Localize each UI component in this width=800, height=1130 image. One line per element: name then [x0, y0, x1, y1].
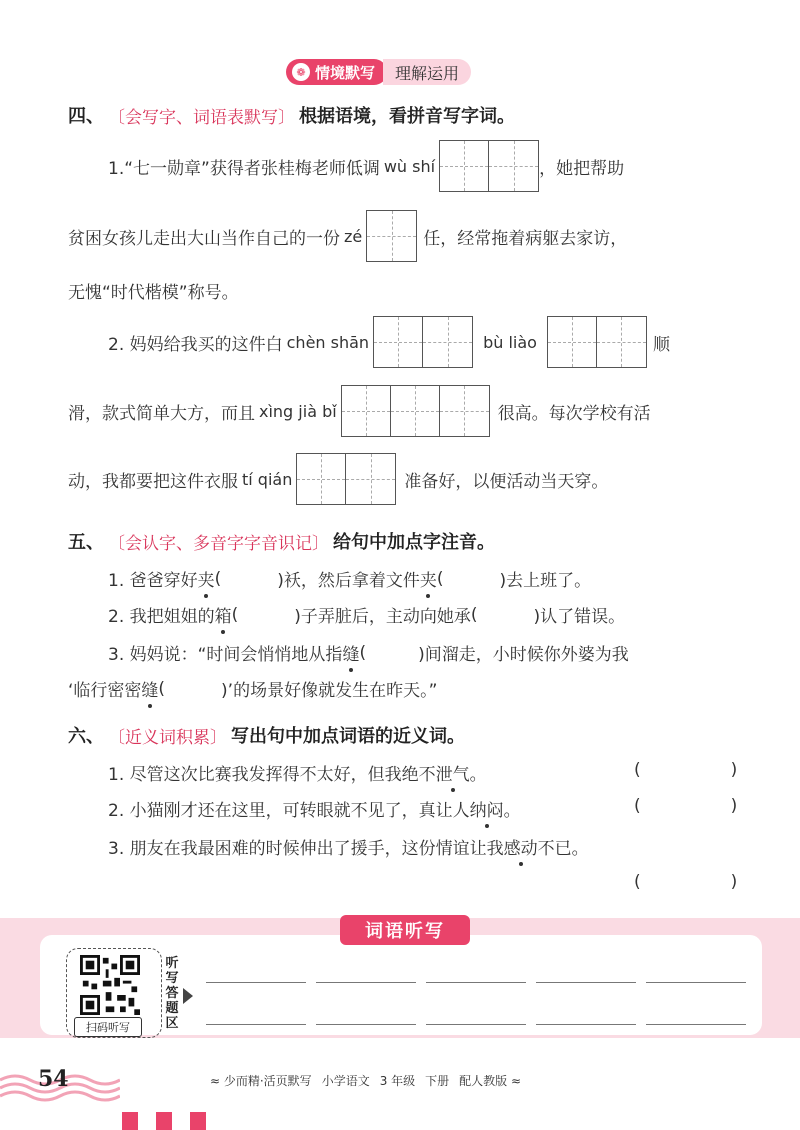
section-5-heading — [68, 528, 495, 554]
edge-marks — [122, 1112, 206, 1130]
q6-2-answer[interactable] — [634, 796, 737, 816]
write-line[interactable] — [536, 982, 636, 983]
text: )间溜走，小时候你外婆为我 — [418, 645, 629, 665]
q5-3-cont — [68, 676, 437, 701]
dictation-row-2 — [206, 1024, 746, 1025]
paren-open: ( — [214, 568, 222, 589]
writing-grid[interactable] — [366, 210, 417, 262]
tag-label: 情境默写 — [315, 63, 376, 82]
q6-1-answer[interactable] — [634, 760, 737, 780]
paren-close: ) — [730, 796, 738, 816]
scan-label: 扫码听写 — [74, 1017, 142, 1037]
q5-2 — [108, 602, 625, 627]
text: 3. 妈妈说：“时间会悄悄地从指 — [108, 645, 343, 665]
q6-3-answer[interactable] — [634, 872, 737, 892]
answer-area-label: 听写答题区 — [165, 956, 179, 1031]
section-6-heading — [68, 722, 465, 748]
text: 动，我都要把这件衣服 — [68, 471, 238, 492]
paren-open: ( — [231, 604, 239, 625]
paren-open: ( — [634, 796, 641, 816]
qr-code-icon[interactable] — [80, 955, 140, 1015]
q6-2 — [108, 796, 521, 821]
dotted-word: 纳闷 — [470, 796, 504, 821]
text: )去上班了。 — [499, 571, 592, 591]
write-line[interactable] — [316, 982, 416, 983]
memory-icon: ❁ — [292, 63, 310, 81]
paren-open: ( — [436, 568, 444, 589]
pinyin: zé — [344, 226, 363, 246]
text: 2. 我把姐姐的 — [108, 607, 215, 627]
write-line[interactable] — [206, 982, 306, 983]
text: 。 — [503, 801, 521, 821]
text: 2. 妈妈给我买的这件白 — [108, 334, 283, 355]
write-line[interactable] — [536, 1024, 636, 1025]
text: )认了错误。 — [533, 607, 626, 627]
write-line[interactable] — [646, 1024, 746, 1025]
dotted-char: 夹 — [198, 566, 215, 591]
dotted-word: 泄气 — [436, 760, 470, 785]
writing-grid[interactable] — [341, 385, 490, 437]
series-name: ≈ 少而精·活页默写 — [210, 1074, 312, 1088]
dotted-char: 夹 — [420, 566, 437, 591]
tag-pill — [286, 59, 387, 85]
dictation-row-1 — [206, 982, 746, 983]
section-4-heading — [68, 102, 515, 128]
section-category: 〔会认字、多音字字音识记〕 — [108, 533, 329, 554]
q4-1-line1 — [108, 140, 624, 192]
page-number: 54 — [38, 1066, 69, 1092]
text: 3. 朋友在我最困难的时候伸出了援手，这份情谊让我 — [108, 839, 504, 859]
text: )袄，然后拿着文件 — [277, 571, 420, 591]
arrow-right-icon — [183, 988, 193, 1004]
pinyin: xìng jià bǐ — [259, 401, 337, 421]
text: 顺 — [652, 334, 670, 355]
text: 不已。 — [537, 839, 589, 859]
write-line[interactable] — [316, 1024, 416, 1025]
edition: 配人教版 ≈ — [459, 1074, 522, 1088]
pinyin: tí qián — [242, 469, 293, 489]
text: 2. 小猫刚才还在这里，可转眼就不见了，真让人 — [108, 801, 470, 821]
section-title: 写出句中加点词语的近义词。 — [231, 726, 465, 747]
text: 很高。每次学校有活 — [497, 403, 651, 424]
writing-grid[interactable] — [547, 316, 647, 368]
writing-grid[interactable] — [373, 316, 473, 368]
dotted-char: 箱 — [215, 602, 232, 627]
section-tag — [286, 58, 471, 86]
text: 贫困女孩儿走出大山当作自己的一份 — [68, 228, 340, 249]
footer-info — [210, 1072, 521, 1089]
q6-3 — [108, 834, 589, 859]
paren-open: ( — [359, 642, 367, 663]
section-number: 四、 — [68, 106, 104, 127]
term: 下册 — [425, 1074, 450, 1088]
text: 滑，款式简单大方，而且 — [68, 403, 255, 424]
section-number: 六、 — [68, 726, 104, 747]
paren-close: ) — [730, 872, 738, 892]
write-line[interactable] — [206, 1024, 306, 1025]
paren-open: ( — [634, 872, 641, 892]
pinyin: wù shí — [383, 156, 436, 176]
paren-close: ) — [730, 760, 738, 780]
dotted-char: 缝 — [342, 640, 359, 665]
paren-open: ( — [158, 678, 166, 699]
paren-open: ( — [470, 604, 478, 625]
text: 任，经常拖着病躯去家访， — [423, 228, 628, 249]
text: 1.“七一勋章”获得者张桂梅老师低调 — [108, 158, 380, 179]
q4-2-line3 — [68, 453, 608, 505]
section-category: 〔会写字、词语表默写〕 — [108, 107, 295, 128]
write-line[interactable] — [646, 982, 746, 983]
q6-1 — [108, 760, 487, 785]
q4-2-line1 — [108, 316, 670, 368]
write-line[interactable] — [426, 982, 526, 983]
section-number: 五、 — [68, 532, 104, 553]
dotted-word: 感动 — [504, 834, 538, 859]
q5-3 — [108, 640, 629, 665]
q4-1-line3: 无愧“时代楷模”称号。 — [68, 283, 239, 303]
text: ‘临行密密 — [68, 681, 142, 701]
tag-sub: 理解运用 — [383, 59, 471, 85]
subject: 小学语文 — [321, 1074, 370, 1088]
section-category: 〔近义词积累〕 — [108, 727, 227, 748]
dotted-char: 缝 — [141, 676, 158, 701]
writing-grid[interactable] — [439, 140, 539, 192]
section-title: 给句中加点字注音。 — [333, 532, 495, 553]
text: ，她把帮助 — [539, 158, 625, 179]
text: )子弄脏后，主动向她承 — [294, 607, 471, 627]
text: 。 — [469, 765, 487, 785]
dictation-title: 词语听写 — [340, 915, 470, 945]
text: 1. 尽管这次比赛我发挥得不太好，但我绝不 — [108, 765, 436, 785]
write-line[interactable] — [426, 1024, 526, 1025]
q4-2-line2 — [68, 385, 651, 437]
paren-open: ( — [634, 760, 641, 780]
pinyin: bù liào — [483, 332, 537, 352]
section-title: 根据语境，看拼音写字词。 — [299, 106, 515, 127]
text: 1. 爸爸穿好 — [108, 571, 198, 591]
writing-grid[interactable] — [296, 453, 396, 505]
text: )’的场景好像就发生在昨天。” — [221, 681, 438, 701]
pinyin: chèn shān — [286, 332, 370, 352]
grade: 3 年级 — [379, 1074, 416, 1088]
q5-1 — [108, 566, 591, 591]
q4-1-line2 — [68, 210, 627, 262]
text: 准备好，以便活动当天穿。 — [404, 471, 609, 492]
